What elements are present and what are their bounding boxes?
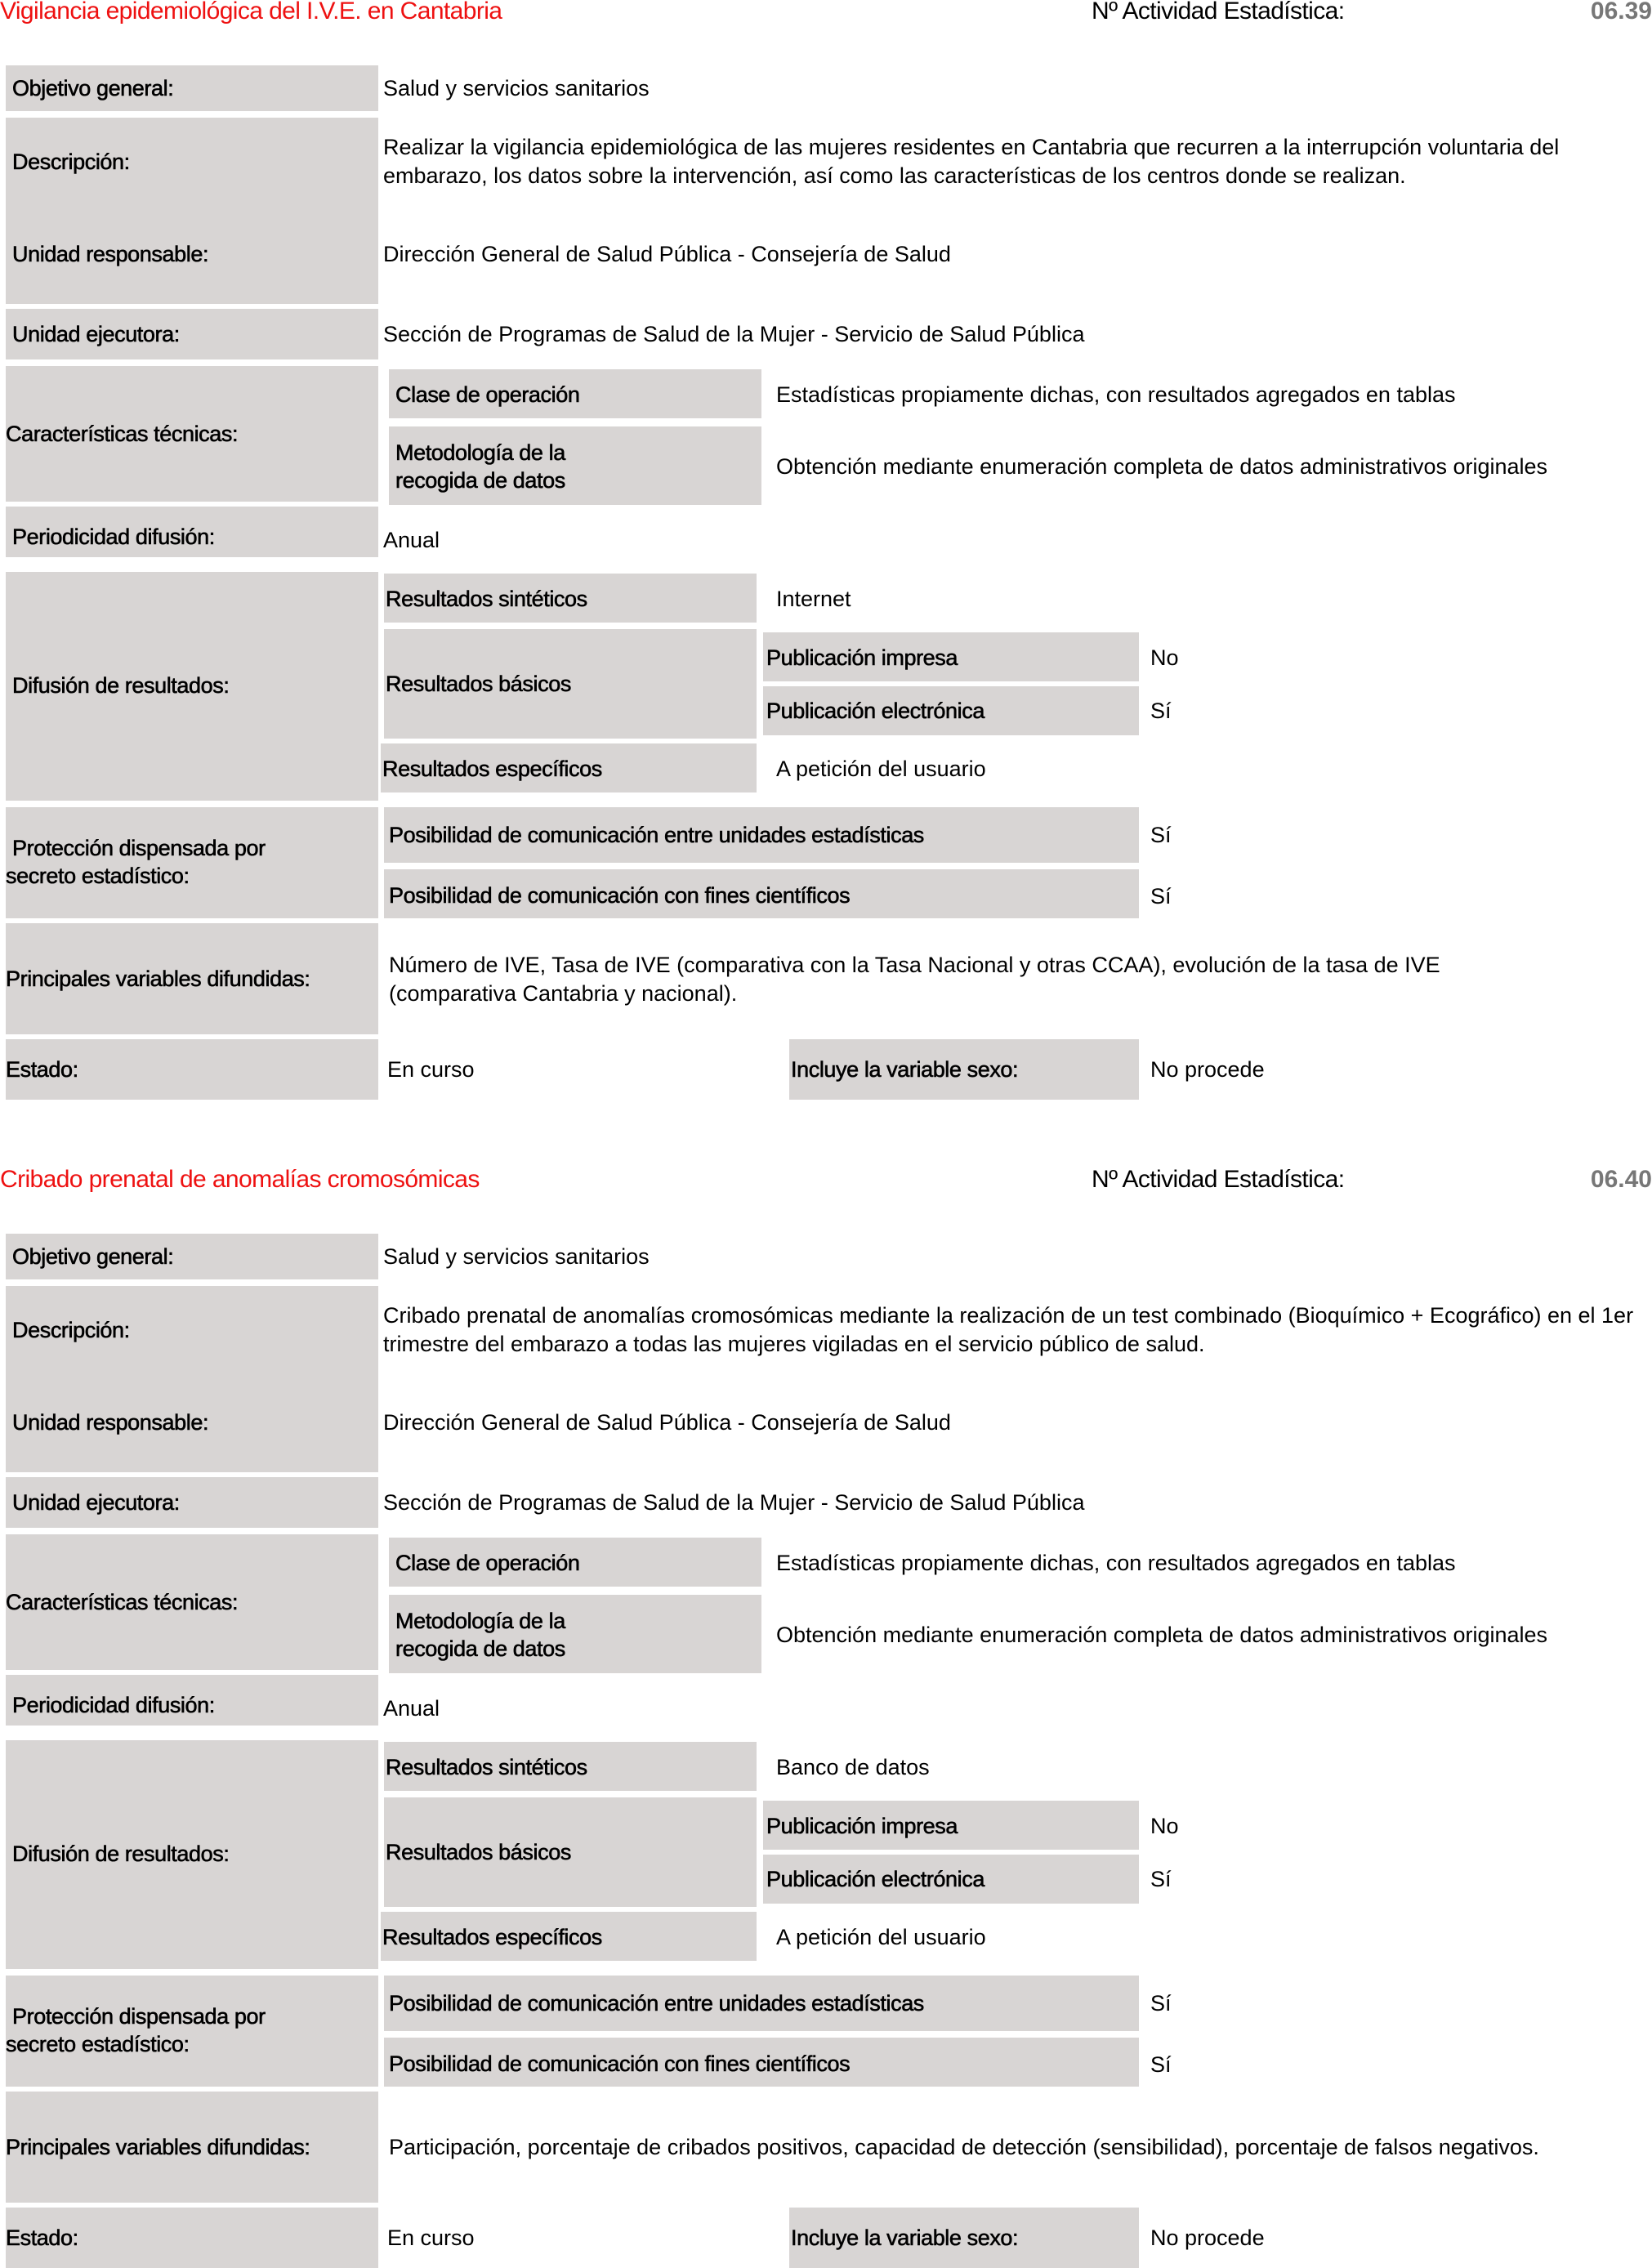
com-unidades-value: Sí [1150, 823, 1172, 847]
unidad-responsable-label: Unidad responsable: [12, 1410, 209, 1435]
descripcion-label-cell [6, 1286, 378, 1472]
descripcion-value: Cribado prenatal de anomalías cromosómicas mediante la realización de un test combinado (Bioquímico + Ecográfico) en el 1er trimestre del embarazo a todas las mujeres vigiladas en el servicio público de salud. [383, 1303, 1634, 1356]
pub-electronica-value: Sí [1150, 699, 1172, 723]
incluye-sexo-value: No procede [1150, 2226, 1265, 2250]
sinteticos-label: Resultados sintéticos [386, 1755, 587, 1779]
proteccion-label-line2: secreto estadístico: [6, 2032, 190, 2056]
pub-impresa-value: No [1150, 1814, 1179, 1838]
especificos-label: Resultados específicos [382, 1925, 602, 1949]
estado-value: En curso [387, 1057, 475, 1082]
descripcion-label: Descripción: [12, 150, 130, 174]
clase-operacion-label: Clase de operación [395, 382, 580, 407]
activity-title: Vigilancia epidemiológica del I.V.E. en Cantabria [0, 0, 502, 25]
proteccion-label-line1: Protección dispensada por [12, 836, 266, 860]
incluye-sexo-value: No procede [1150, 1057, 1265, 1082]
descripcion-label: Descripción: [12, 1318, 130, 1342]
unidad-ejecutora-label: Unidad ejecutora: [12, 1490, 180, 1515]
estado-label: Estado: [6, 2226, 78, 2250]
caracteristicas-label: Características técnicas: [6, 422, 239, 446]
incluye-sexo-label: Incluye la variable sexo: [791, 1057, 1019, 1082]
clase-operacion-value: Estadísticas propiamente dichas, con resultados agregados en tablas [776, 382, 1456, 407]
estado-value: En curso [387, 2226, 475, 2250]
unidad-responsable-label: Unidad responsable: [12, 242, 209, 266]
periodicidad-label: Periodicidad difusión: [12, 525, 215, 549]
unidad-ejecutora-value: Sección de Programas de Salud de la Mujer - Servicio de Salud Pública [383, 322, 1085, 346]
pub-impresa-value: No [1150, 645, 1179, 670]
com-unidades-label: Posibilidad de comunicación entre unidades estadísticas [389, 823, 924, 847]
proteccion-label-line2: secreto estadístico: [6, 864, 190, 888]
variables-label: Principales variables difundidas: [6, 967, 310, 991]
especificos-value: A petición del usuario [776, 757, 986, 781]
objetivo-value: Salud y servicios sanitarios [383, 76, 650, 100]
sinteticos-value: Internet [776, 587, 851, 611]
activity-title: Cribado prenatal de anomalías cromosómicas [0, 1166, 480, 1193]
sinteticos-label: Resultados sintéticos [386, 587, 587, 611]
difusion-label: Difusión de resultados: [12, 1842, 230, 1866]
unidad-ejecutora-label: Unidad ejecutora: [12, 322, 180, 346]
activity-number-label: Nº Actividad Estadística: [1092, 1166, 1345, 1193]
clase-operacion-label: Clase de operación [395, 1551, 580, 1575]
proteccion-label-line1: Protección dispensada por [12, 2004, 266, 2029]
caracteristicas-label: Características técnicas: [6, 1590, 239, 1614]
basicos-label: Resultados básicos [386, 672, 571, 696]
metodologia-value: Obtención mediante enumeración completa de datos administrativos originales [776, 454, 1548, 479]
estado-label: Estado: [6, 1057, 78, 1082]
periodicidad-label: Periodicidad difusión: [12, 1693, 215, 1717]
metodologia-value: Obtención mediante enumeración completa de datos administrativos originales [776, 1623, 1548, 1647]
activity-number: 06.39 [1590, 0, 1652, 25]
objetivo-value: Salud y servicios sanitarios [383, 1244, 650, 1269]
periodicidad-value: Anual [383, 1696, 440, 1721]
activity-section-2 [0, 1168, 1652, 2268]
especificos-value: A petición del usuario [776, 1925, 986, 1949]
periodicidad-value: Anual [383, 528, 440, 552]
com-unidades-label: Posibilidad de comunicación entre unidades estadísticas [389, 1991, 924, 2016]
activity-number-label: Nº Actividad Estadística: [1092, 0, 1345, 25]
clase-operacion-value: Estadísticas propiamente dichas, con resultados agregados en tablas [776, 1551, 1456, 1575]
pub-impresa-label: Publicación impresa [766, 1814, 958, 1838]
descripcion-label-cell [6, 118, 378, 304]
com-unidades-value: Sí [1150, 1991, 1172, 2016]
com-cientificos-value: Sí [1150, 884, 1172, 909]
metodologia-label-line2: recogida de datos [395, 468, 565, 493]
variables-value: Participación, porcentaje de cribados positivos, capacidad de detección (sensibilidad), porcentaje de falsos negativos. [389, 2135, 1539, 2159]
especificos-label: Resultados específicos [382, 757, 602, 781]
variables-value: Número de IVE, Tasa de IVE (comparativa con la Tasa Nacional y otras CCAA), evolución de la tasa de IVE (comparativa Cantabria y nacional). [389, 953, 1440, 1006]
metodologia-label-line1: Metodología de la [395, 440, 565, 465]
incluye-sexo-label: Incluye la variable sexo: [791, 2226, 1019, 2250]
basicos-label: Resultados básicos [386, 1840, 571, 1864]
com-cientificos-value: Sí [1150, 2052, 1172, 2077]
objetivo-label: Objetivo general: [12, 1244, 174, 1269]
unidad-responsable-value: Dirección General de Salud Pública - Consejería de Salud [383, 242, 951, 266]
metodologia-label-line1: Metodología de la [395, 1609, 565, 1633]
unidad-responsable-value: Dirección General de Salud Pública - Consejería de Salud [383, 1410, 951, 1435]
activity-number: 06.40 [1590, 1166, 1652, 1193]
difusion-label: Difusión de resultados: [12, 673, 230, 698]
com-cientificos-label: Posibilidad de comunicación con fines científicos [389, 883, 851, 908]
pub-electronica-label: Publicación electrónica [766, 1867, 985, 1891]
sinteticos-value: Banco de datos [776, 1755, 930, 1779]
pub-impresa-label: Publicación impresa [766, 645, 958, 670]
metodologia-label-line2: recogida de datos [395, 1636, 565, 1661]
unidad-ejecutora-value: Sección de Programas de Salud de la Mujer - Servicio de Salud Pública [383, 1490, 1085, 1515]
pub-electronica-value: Sí [1150, 1867, 1172, 1891]
pub-electronica-label: Publicación electrónica [766, 699, 985, 723]
objetivo-label: Objetivo general: [12, 76, 174, 100]
variables-label: Principales variables difundidas: [6, 2135, 310, 2159]
com-cientificos-label: Posibilidad de comunicación con fines científicos [389, 2051, 851, 2076]
descripcion-value: Realizar la vigilancia epidemiológica de las mujeres residentes en Cantabria que recurren a la interrupción voluntaria del embarazo, los datos sobre la intervención, así como las características de los centros donde se realizan. [383, 135, 1560, 188]
